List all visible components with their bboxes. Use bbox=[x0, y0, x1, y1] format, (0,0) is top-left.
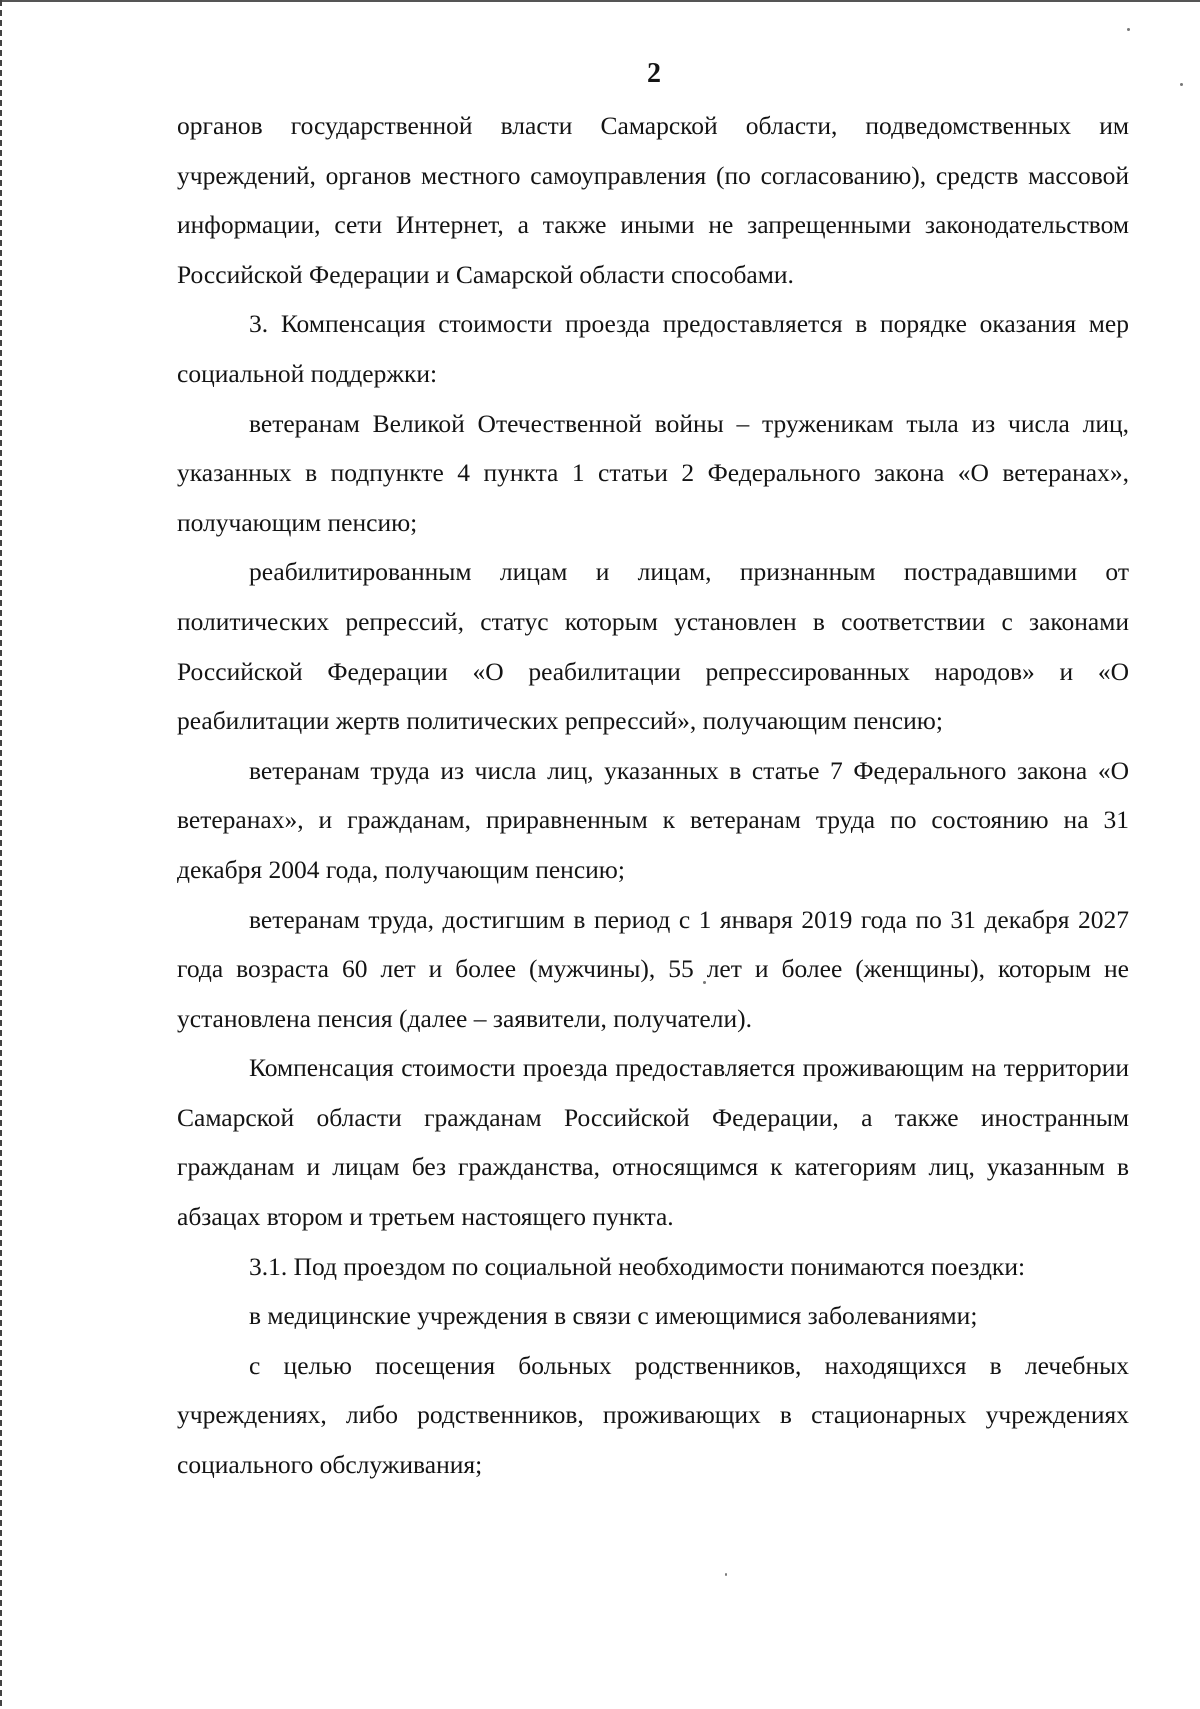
paragraph-continuation: органов государственной власти Самарской области, подведомственных им учреждений, органов местного самоуправления (по согласованию), средств массовой информации, сети Интернет, а также иными не запрещенными законодательством Российской Федерации и Самарской области способами. bbox=[177, 111, 1129, 289]
paragraph-section-3-1: 3.1. Под проездом по социальной необходимости понимаются поездки: bbox=[249, 1251, 1026, 1281]
body-text bbox=[177, 101, 1129, 1490]
paragraph-rehabilitated-persons: реабилитированным лицам и лицам, признанным пострадавшими от политических репрессий, статус которым установлен в соответствии с законами Российской Федерации «О реабилитации репрессированных народов» и «О реабилитации жертв политических репрессий», получающим пенсию; bbox=[177, 557, 1129, 736]
paragraph-visiting-relatives: с целью посещения больных родственников, находящихся в лечебных учреждениях, либо родственников, проживающих в стационарных учреждениях социального обслуживания; bbox=[177, 1350, 1129, 1480]
scan-left-edge bbox=[0, 0, 2, 1709]
paragraph-labor-veterans-no-pension: ветеранам труда, достигшим в период с 1 января 2019 года по 31 декабря 2027 года возраста 60 лет и более (мужчины), 55 лет и более (женщины), которым не установлена пенсия (далее – заявители, получатели). bbox=[177, 904, 1129, 1033]
scan-speck bbox=[725, 1573, 727, 1576]
page-number: 2 bbox=[647, 58, 661, 89]
scan-top-edge bbox=[0, 0, 1200, 2]
paragraph-labor-veterans: ветеранам труда из числа лиц, указанных в статье 7 Федерального закона «О ветеранах», и гражданам, приравненным к ветеранам труда по состоянию на 31 декабря 2004 года, получающим пенсию; bbox=[177, 755, 1129, 884]
paragraph-section-3: 3. Компенсация стоимости проезда предоставляется в порядке оказания мер социальной поддержки: bbox=[177, 309, 1129, 388]
scan-speck bbox=[1127, 28, 1130, 31]
paragraph-wwii-veterans: ветеранам Великой Отечественной войны – труженикам тыла из числа лиц, указанных в подпункте 4 пункта 1 статьи 2 Федерального закона «О ветеранах», получающим пенсию; bbox=[177, 408, 1129, 537]
paragraph-residents: Компенсация стоимости проезда предоставляется проживающим на территории Самарской области гражданам Российской Федерации, а также иностранным гражданам и лицам без гражданства, относящимся к категориям лиц, указанным в абзацах втором и третьем настоящего пункта. bbox=[177, 1053, 1129, 1232]
paragraph-medical-trips: в медицинские учреждения в связи с имеющимися заболеваниями; bbox=[249, 1301, 978, 1331]
